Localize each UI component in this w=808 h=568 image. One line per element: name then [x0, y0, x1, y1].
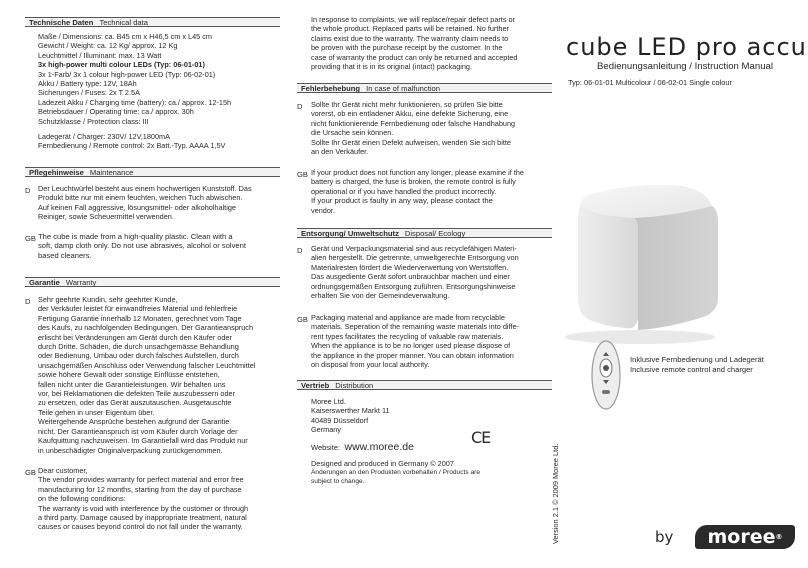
text-line: Fertigung Garantie innerhalb 12 Monaten, gerechnet vom Tage [38, 313, 242, 323]
ce-mark: CE [471, 428, 491, 447]
address-line: Germany [311, 425, 342, 435]
text-line: Packaging material and appliance are made from recyclable [311, 313, 505, 322]
text-line: on disposal from your local authority. [311, 360, 430, 370]
text-line: a third party. Damage caused by inappropriate treatment, natural [38, 513, 247, 523]
text-line: durch Dritte. Schäden, die durch unsachgemässe Behandlung [38, 342, 239, 352]
text-line: When the appliance is to be no longer used please dispose of [311, 341, 511, 351]
tech-header [25, 17, 280, 27]
lang-label-gb: GB [25, 468, 36, 477]
text-line: Auf keinen Fall aggressive, lösungsmittel- oder alkoholhaltige [38, 202, 236, 212]
text-line: vor, bei Reklamationen die defekten Teile auszubessern oder [38, 389, 236, 399]
text-line: an den Verkäufer. [311, 147, 369, 157]
text-line: be proven with the purchase receipt by the customer. In the [311, 43, 503, 53]
text-line: on the following conditions: [38, 494, 126, 504]
text-line: in unbeschädigter Originalverpackung zurückgenommen. [38, 445, 223, 455]
disposal-text-en [311, 313, 556, 369]
text-line: based cleaners. [38, 250, 92, 260]
text-line: battery is charged, the fuse is broken, the remote control is fully [311, 177, 516, 187]
care-header [25, 167, 280, 177]
text-line: claims exist due to the warranty. The warranty claim needs to [311, 33, 509, 43]
text-line: providing that it is in its original (intact) packaging. [311, 62, 473, 72]
text-line: zu ersetzen, oder das Gerät auszutauschen. Ausgetauschte [38, 398, 232, 408]
warranty-header-title: Garantie [29, 278, 60, 287]
text-line: The cube is made from a high-quality plastic. Clean with a [38, 232, 233, 241]
remote-caption [630, 355, 764, 374]
logo-registered: ® [775, 533, 783, 541]
text-line: der Verkäufer leistet für einwandfreies Material und fehlerfreie [38, 304, 238, 314]
fault-text-de [311, 100, 556, 156]
address-line: 40489 Düsseldorf [311, 415, 369, 425]
text-line: causes or causes beyond control do not fall under the warranty. [38, 522, 243, 532]
text-line: ordnungsgemäßen Entsorgung zuführen. Entsorgungshinweise [311, 281, 516, 291]
tech-specs [38, 32, 283, 151]
text-line: Teile gehen in unser Eigentum über. [38, 407, 155, 417]
text-line: Änderungen an den Produkten vorbehalten / Products are [311, 469, 480, 476]
disposal-text-de [311, 244, 556, 300]
text-line: oder Bedienung, Umbau oder durch falsches Aufstellen, durch [38, 351, 239, 361]
spec-line: Schutzklasse / Protection class: III [38, 116, 149, 126]
address-line: Kaiserswerther Markt 11 [311, 406, 390, 416]
spec-line: Sicherungen / Fuses: 2x T 2.5A [38, 88, 140, 98]
cube-right-face [634, 206, 718, 330]
warranty-header [25, 277, 280, 287]
product-title: cube LED pro accu [566, 33, 807, 61]
remote-inner-button [603, 365, 609, 371]
sales-header-title: Vertrieb [301, 381, 330, 390]
text-line: If your product does not function any longer, please examine if the [311, 168, 524, 177]
website-line [311, 437, 414, 455]
text-line: the whole product. Replaced parts will be retained. No further [311, 24, 509, 34]
text-line: The vendor provides warranty for perfect material and error free [38, 475, 244, 485]
text-line: Sehr geehrte Kundin, sehr geehrter Kunde, [38, 295, 178, 304]
text-line: Sollte Ihr Gerät einen Defekt aufweisen, wenden Sie sich bitte [311, 137, 511, 147]
text-line: Produkt bitte nur mit einem feuchten, weichen Tuch abwischen. [38, 193, 243, 203]
text-line: Gerät und Verpackungsmaterial sind aus recyclefähigen Materi- [311, 244, 517, 253]
text-line: alien hergestellt. Die getrennte, umweltgerechte Entsorgung von [311, 253, 519, 263]
text-line: operational or if you have handled the product incorrectly. [311, 186, 497, 196]
spec-line: Fernbedienung / Remote control: 2x Batt.-Typ. AAAA 1,5V [38, 141, 226, 151]
designed-line: Designed and produced in Germany © 2007 [311, 459, 454, 468]
care-text-de [38, 184, 283, 222]
disposal-header [297, 228, 552, 238]
text-line: nicht. Der Garantieanspruch ist vom Käufer durch Vorlage der [38, 426, 238, 436]
text-line: the appliance in the proper manner. You can obtain information [311, 350, 514, 360]
lang-label-d: D [297, 102, 303, 111]
tech-header-sub: Technical data [99, 18, 148, 27]
text-line: case of warranty the product can only be returned and accepted [311, 52, 518, 62]
text-line: Das ausgediente Gerät sofort unbrauchbar machen und einer [311, 272, 510, 282]
text-line: Materialresten fördert die Wiederverwertung von Wertstoffen. [311, 262, 509, 272]
logo-name-box [695, 525, 795, 549]
text-line: vorerst, ob ein entladener Akku, eine defekte Sicherung, eine [311, 109, 509, 119]
text-line: die Ursache sein können. [311, 128, 394, 138]
website-label: Website: [311, 443, 341, 452]
changes-note [311, 469, 496, 486]
type-line: Typ: 06-01-01 Multicolour / 06-02-01 Single colour [568, 78, 732, 87]
text-line: Der Leuchtwürfel besteht aus einem hochwertigen Kunststoff. Das [38, 184, 252, 193]
text-line: In response to complaints, we will replace/repair defect parts or [311, 15, 516, 24]
fault-header-sub: In case of malfunction [366, 84, 440, 93]
spec-line: Betriebsdauer / Operating time: ca./ approx. 30h [38, 107, 194, 117]
warranty-text-en [38, 466, 283, 532]
version-note: Version 2.1 © 2009 Moree Ltd. [551, 443, 560, 544]
lang-label-gb: GB [25, 234, 36, 243]
text-line: fallen nicht unter die Garantieleistungen. Wir behalten uns [38, 379, 226, 389]
disposal-header-title: Entsorgung/ Umweltschutz [301, 229, 399, 238]
remote-lower-button [602, 390, 610, 394]
care-header-sub: Maintenance [89, 168, 134, 177]
caption-line-en: Inclusive remote control and charger [630, 364, 753, 374]
cube-left-face [578, 206, 638, 328]
fault-header-title: Fehlerbehebung [301, 84, 361, 93]
tech-header-title: Technische Daten [29, 18, 94, 27]
text-line: Sollte Ihr Gerät nicht mehr funktionieren, so prüfen Sie bitte [311, 100, 503, 109]
caption-line-de: Inklusive Fernbedienung und Ladegerät [630, 355, 764, 364]
text-line: rent types facilitates the recycling of valuable raw materials. [311, 331, 504, 341]
text-line: Kaufquittung nachzuweisen. Im Garantiefall wird das Produkt nur [38, 436, 248, 446]
logo-by: by [655, 528, 674, 546]
warranty-header-sub: Warranty [65, 278, 97, 287]
text-line: If your product is faulty in any way, please contact the [311, 196, 493, 206]
spec-line: Akku / Battery type: 12V, 18Ah [38, 79, 137, 89]
logo-name: moree [707, 526, 776, 548]
manual-subtitle: Bedienungsanleitung / Instruction Manual [597, 61, 774, 72]
address-line: Moree Ltd. [311, 397, 346, 406]
warranty-text-de [38, 295, 283, 455]
spec-line: Ladezeit Akku / Charging time (battery): ca./ approx. 12-15h [38, 97, 232, 107]
text-line: Weitergehende Ansprüche bestehen aufgrund der Garantie [38, 417, 230, 427]
spec-line: 3x high-power multi colour LEDs (Typ: 06-01-01) [38, 60, 205, 70]
text-line: vendor. [311, 205, 335, 215]
care-header-title: Pflegehinweise [29, 168, 84, 177]
lang-label-gb: GB [297, 170, 308, 179]
text-line: manufacturing for 12 months, starting from the day of purchase [38, 484, 242, 494]
fault-header [297, 83, 552, 93]
sales-header-sub: Distribution [335, 381, 374, 390]
text-line: erhalten Sie von der Gemeindeverwaltung. [311, 291, 450, 301]
spec-line: 3x 1-Farb/ 3x 1 colour high-power LED (Typ: 06-02-01) [38, 69, 216, 79]
text-line: The warranty is void with interference by the customer or through [38, 503, 249, 513]
website-link[interactable]: www.moree.de [344, 441, 414, 453]
remote-control-image [590, 338, 622, 412]
care-text-en [38, 232, 283, 260]
cube-image [574, 180, 724, 340]
disposal-header-sub: Disposal/ Ecology [404, 229, 466, 238]
text-line: sowie höhere Gewalt oder sonstige Einflüsse entstehen, [38, 370, 220, 380]
lang-label-d: D [25, 297, 31, 306]
text-line: materials. Seperation of the remaining waste materials into diffe- [311, 322, 519, 332]
lang-label-d: D [297, 246, 303, 255]
text-line: erlischt bei Veränderungen am Gerät durch den Käufer oder [38, 332, 232, 342]
spec-line: Leuchtmittel / Illuminant: max. 13 Watt [38, 50, 162, 60]
text-line: unsachgemäßen Anschluss oder Verwendung falscher Leuchtmittel [38, 360, 256, 370]
spec-line: Ladegerät / Charger: 230V/ 12V,1800mA [38, 132, 170, 142]
text-line: des Kaufs, zu nachfolgenden Bedingungen. Der Garantieanspruch [38, 323, 254, 333]
spec-line: Gewicht / Weight: ca. 12 Kg/ approx. 12 Kg [38, 41, 178, 51]
text-line: nicht funktionierende Fernbedienung oder falsche Handhabung [311, 118, 516, 128]
lang-label-d: D [25, 186, 31, 195]
text-line: subject to change. [311, 477, 365, 485]
spec-line: Maße / Dimensions: ca. B45 cm x H46,5 cm x L45 cm [38, 32, 212, 41]
text-line: Dear customer, [38, 466, 88, 475]
warranty-continued [311, 15, 556, 71]
text-line: Reiniger, sowie Scheuermittel verwenden. [38, 212, 174, 222]
fault-text-en [311, 168, 556, 215]
lang-label-gb: GB [297, 315, 308, 324]
sales-header [297, 380, 552, 390]
text-line: soft, damp cloth only. Do not use abrasives, alcohol or solvent [38, 241, 246, 251]
